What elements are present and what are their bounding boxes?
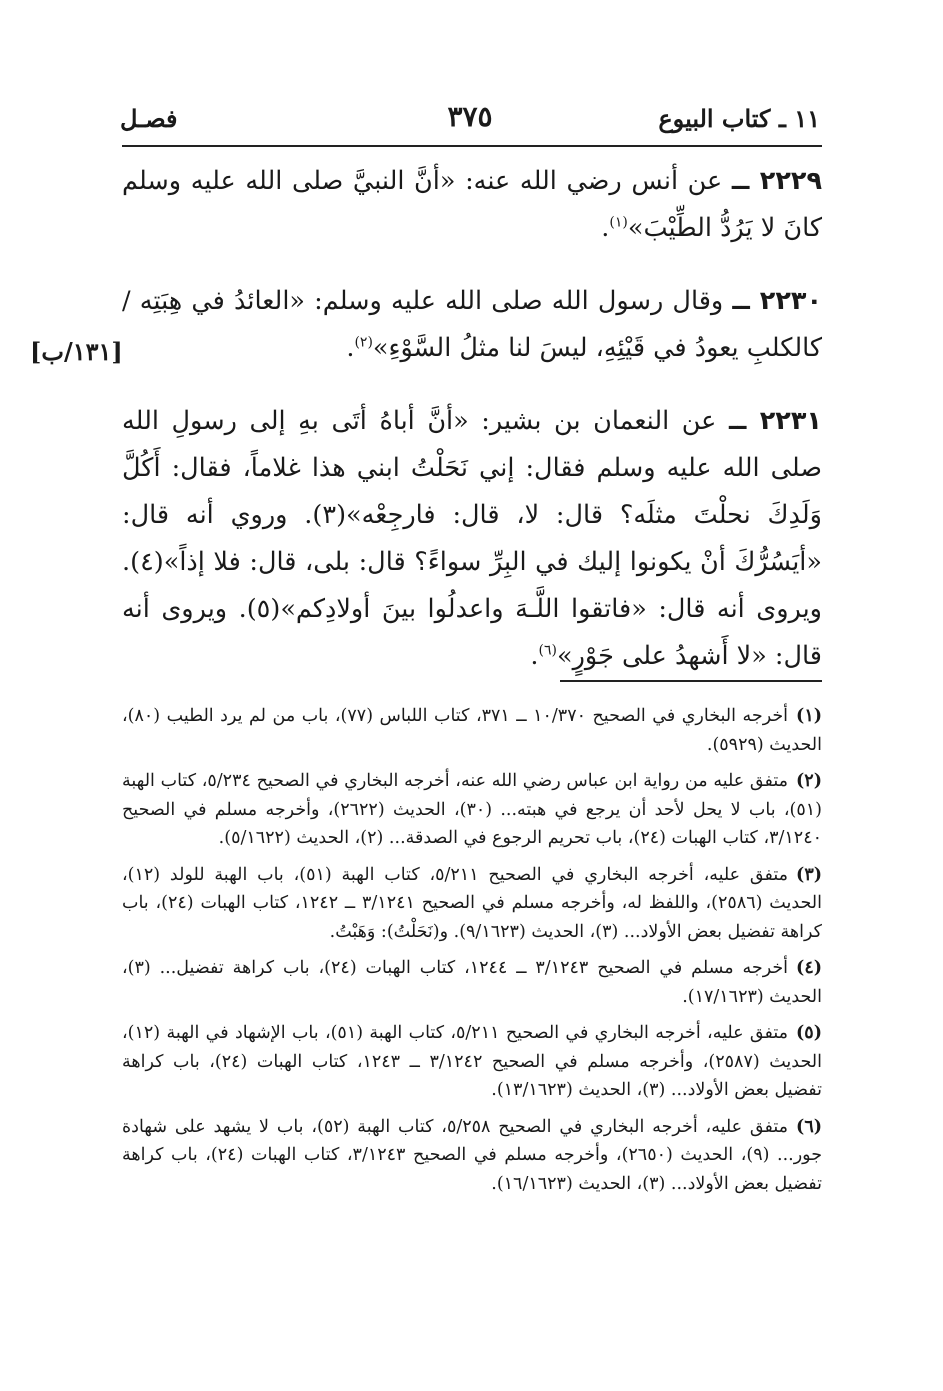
chapter-title: ١١ ـ كتاب البيوع <box>658 104 820 133</box>
footnote-text: متفق عليه من رواية ابن عباس رضي الله عنه، أخرجه البخاري في الصحيح ٥/٢٣٤، كتاب الهبة (٥١)، باب لا يحل لأحد أن يرجع في هبته... (٣٠)، الحديث (٢٦٢٢)، وأخرجه مسلم في الصحيح ٣/١٢٤٠، كتاب الهبات (٢٤)، باب تحريم الرجوع في الصدقة... (٢)، الحديث (٥/١٦٢٢). <box>122 771 822 848</box>
footnote <box>122 702 822 759</box>
header-rule <box>122 145 822 147</box>
hadith-paragraph <box>122 158 822 252</box>
footnote <box>122 861 822 947</box>
footnote-ref: (٦) <box>538 642 557 659</box>
hadith-text: وقال رسول الله صلى الله عليه وسلم: «العائدُ في هِبَتِه / كالكلبِ يعودُ في قَيْئِهِ، ليسَ لنا مثلُ السَّوْءِ» <box>122 286 822 363</box>
footnote-number: (٤) <box>796 958 822 978</box>
hadith-end: . <box>601 213 610 243</box>
hadith-text: عن أنس رضي الله عنه: «أنَّ النبيَّ صلى الله عليه وسلم كانَ لا يَرُدُّ الطِّيْبَ» <box>122 166 822 243</box>
footnote <box>122 1113 822 1199</box>
footnote-text: متفق عليه، أخرجه البخاري في الصحيح ٥/٢٥٨، كتاب الهبة (٥٢)، باب لا يشهد على شهادة جور... (٩)، الحديث (٢٦٥٠)، وأخرجه مسلم في الصحيح ٣/١٢٤٣، كتاب الهبات (٢٤)، باب كراهة تفضيل بعض الأولاد... (٣)، الحديث (١٦/١٦٢٣). <box>122 1116 823 1194</box>
footnote <box>122 954 822 1011</box>
footnotes <box>122 702 822 1206</box>
hadith-paragraph <box>122 398 822 680</box>
footnote-text: متفق عليه، أخرجه البخاري في الصحيح ٥/٢١١، كتاب الهبة (٥١)، باب الإشهاد في الهبة (١٢)، الحديث (٢٥٨٧)، وأخرجه مسلم في الصحيح ٣/١٢٤٢ ــ ١٢٤٣، كتاب الهبات (٢٤)، باب كراهة تفضيل بعض الأولاد... (٣)، الحديث (١٣/١٦٢٣). <box>122 1023 822 1100</box>
footnote-text: أخرجه مسلم في الصحيح ٣/١٢٤٣ ــ ١٢٤٤، كتاب الهبات (٢٤)، باب كراهة تفضيل... (٣)، الحديث (١٧/١٦٢٣). <box>122 958 822 1007</box>
hadith-paragraph <box>122 278 822 372</box>
manuscript-folio-marker: [١٣١/ب] <box>30 337 123 366</box>
hadith-end: . <box>346 333 355 363</box>
running-header <box>120 100 820 144</box>
footnote-rule <box>560 680 822 682</box>
footnote-ref: (٢) <box>354 334 373 351</box>
footnote-number: (٣) <box>796 864 822 885</box>
footnote-number: (٢) <box>796 771 822 791</box>
footnote-number: (٦) <box>796 1116 822 1137</box>
footnote-text: متفق عليه، أخرجه البخاري في الصحيح ٥/٢١١، كتاب الهبة (٥١)، باب الهبة للولد (١٢)، الحديث (٢٥٨٦)، واللفظ له، وأخرجه مسلم في الصحيح ٣/١٢٤١ ــ ١٢٤٢، كتاب الهبات (٢٤)، باب كراهة تفضيل بعض الأولاد... (٣)، الحديث (٩/١٦٢٣). و(نَحَلْتُ): وَهَبْتُ. <box>122 864 823 942</box>
footnote-number: (٥) <box>796 1023 822 1043</box>
footnote <box>122 767 822 853</box>
hadith-text: عن النعمان بن بشير: «أنَّ أباهُ أتَى بهِ إلى رسولِ الله صلى الله عليه وسلم فقال: إني نَحَلْتُ ابني هذا غلاماً، فقال: أَكُلَّ وَلَدِكَ نحلْتَ مثلَه؟ قال: لا، قال: فارجِعْه»(٣). وروي أنه قال: «أيَسُرُّكَ أنْ يكونوا إليك في البِرِّ سواءً؟ قال: بلى، قال: فلا إذاً»(٤). ويروى أنه قال: «فاتقوا اللَّـهَ واعدلُوا بينَ أولادِكم»(٥). ويروى أنه قال: «لا أَشهدُ على جَوْرٍ» <box>122 406 823 671</box>
footnote-ref: (١) <box>609 214 628 231</box>
page-number: ٣٧٥ <box>447 100 493 133</box>
hadith-end: . <box>530 641 539 671</box>
main-text <box>122 158 822 706</box>
footnote <box>122 1019 822 1105</box>
footnote-number: (١) <box>796 706 823 726</box>
hadith-number: ٢٢٣٠ ــ <box>732 286 823 316</box>
hadith-number: ٢٢٣١ ــ <box>728 406 822 436</box>
section-title: فصـل <box>120 104 178 133</box>
footnote-text: أخرجه البخاري في الصحيح ١٠/٣٧٠ ــ ٣٧١، كتاب اللباس (٧٧)، باب من لم يرد الطيب (٨٠)، الحديث (٥٩٢٩). <box>122 706 822 755</box>
hadith-number: ٢٢٢٩ ــ <box>731 166 823 196</box>
